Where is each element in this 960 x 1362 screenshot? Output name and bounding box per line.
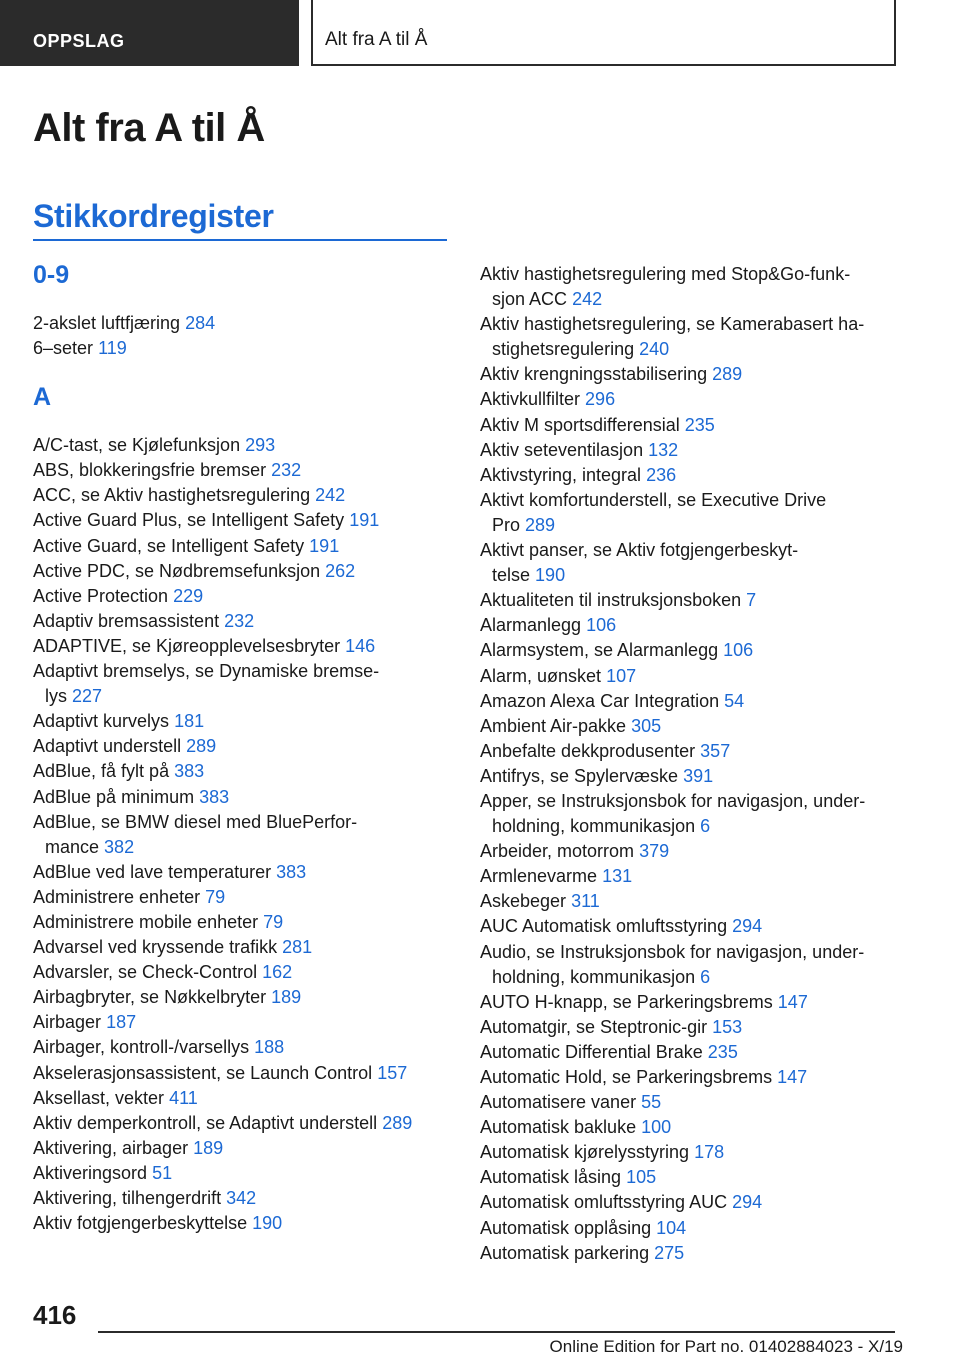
entry-text: Aktiv fotgjengerbeskyttelse (33, 1213, 248, 1234)
entry-page-link[interactable]: 411 (169, 1087, 198, 1108)
index-entry (33, 1161, 453, 1186)
index-entry (480, 839, 895, 864)
entry-text: Automatisk omluftsstyring AUC (480, 1192, 728, 1213)
entry-page-link[interactable]: 6 (700, 816, 711, 837)
entry-page-link[interactable]: 296 (585, 389, 616, 410)
entry-text: Apper, se Instruksjonsbok for navigasjon, under- (480, 790, 866, 811)
page-number: 416 (33, 1300, 77, 1330)
entry-page-link[interactable]: 157 (377, 1062, 408, 1083)
index-entry (33, 860, 453, 885)
index-entry (480, 362, 895, 387)
entry-text-continued: mance (45, 836, 100, 857)
entry-text: Aktivering, airbager (33, 1137, 189, 1158)
index-entry (480, 312, 895, 362)
entry-page-link[interactable]: 227 (72, 686, 103, 707)
entry-page-link[interactable]: 105 (626, 1167, 657, 1188)
entry-page-link[interactable]: 131 (602, 866, 633, 887)
entry-text: Airbager (33, 1012, 102, 1033)
entry-page-link[interactable]: 51 (152, 1162, 173, 1183)
index-entry (480, 739, 895, 764)
footer-edition: Online Edition for Part no. 01402884023 - X/19 (549, 1337, 903, 1356)
entry-page-link[interactable]: 382 (104, 836, 135, 857)
entry-text: Automatic Hold, se Parkeringsbrems (480, 1067, 773, 1087)
entry-page-link[interactable]: 191 (309, 535, 340, 556)
entry-text: Advarsel ved kryssende trafikk (33, 937, 278, 958)
index-entry (480, 438, 895, 463)
entry-page-link[interactable]: 342 (226, 1188, 257, 1208)
index-entry (33, 483, 453, 508)
index-entry (33, 1111, 453, 1136)
index-entry (33, 709, 453, 734)
entry-page-link[interactable]: 189 (271, 987, 302, 1008)
entry-page-link[interactable]: 240 (639, 339, 670, 360)
entry-text: Aktivt komfortunderstell, se Executive Drive (480, 489, 827, 510)
entry-page-link[interactable]: 305 (631, 715, 662, 736)
entry-page-link[interactable]: 383 (199, 786, 230, 807)
entry-text: Amazon Alexa Car Integration (480, 690, 720, 711)
index-entry (480, 588, 895, 613)
entry-text: Active Protection (33, 585, 169, 606)
index-entry (480, 864, 895, 889)
entry-page-link[interactable]: 391 (683, 765, 714, 786)
sub-title: Stikkordregister (33, 198, 274, 234)
entry-text: AdBlue ved lave temperaturer (33, 861, 272, 882)
index-column-left (33, 258, 453, 1236)
entry-page-link[interactable]: 79 (205, 886, 226, 907)
entry-page-link[interactable]: 190 (252, 1213, 283, 1234)
entry-text: Active PDC, se Nødbremsefunksjon (33, 560, 321, 581)
index-entry (33, 810, 453, 860)
entry-text: Active Guard, se Intelligent Safety (33, 535, 305, 556)
entry-text: Aktiv demperkontroll, se Adaptivt understell (33, 1112, 378, 1133)
entry-text: Aksellast, vekter (33, 1087, 165, 1108)
index-entry (480, 613, 895, 638)
entry-text: Aktivering, tilhengerdrift (33, 1188, 222, 1208)
entry-page-link[interactable]: 107 (606, 665, 637, 686)
index-entry (480, 488, 895, 538)
entry-page-link[interactable]: 242 (572, 289, 603, 310)
entry-page-link[interactable]: 6 (700, 966, 711, 987)
entry-page-link[interactable]: 236 (646, 464, 677, 485)
entry-page-link[interactable]: 289 (382, 1112, 413, 1133)
entry-page-link[interactable]: 289 (525, 514, 556, 535)
entry-text: Askebeger (480, 891, 567, 912)
index-entry (33, 336, 453, 361)
index-entry (33, 910, 453, 935)
index-entry (33, 734, 453, 759)
entry-text: Aktivkullfilter (480, 389, 581, 410)
entry-text: AdBlue, se BMW diesel med BluePerfor- (33, 811, 358, 832)
entry-text: Administrere enheter (33, 886, 201, 907)
index-entry (480, 538, 895, 588)
entry-text: Arbeider, motorrom (480, 841, 635, 862)
entry-text: Adaptivt bremselys, se Dynamiske bremse- (33, 661, 380, 682)
index-entry (33, 935, 453, 960)
index-entry (33, 1211, 453, 1236)
index-entry (33, 584, 453, 609)
entry-page-link[interactable]: 104 (656, 1217, 687, 1238)
index-entry (480, 1115, 895, 1140)
index-entry (480, 1190, 895, 1215)
entry-page-link[interactable]: 289 (712, 364, 743, 385)
entry-text: 6–seter (33, 338, 94, 359)
index-entry (33, 785, 453, 810)
index-entry (480, 789, 895, 839)
entry-page-link[interactable]: 232 (271, 460, 302, 481)
entry-page-link[interactable]: 229 (173, 585, 204, 606)
entry-page-link[interactable]: 293 (245, 435, 276, 456)
entry-text: Akselerasjonsassistent, se Launch Control (33, 1062, 373, 1083)
index-letter-heading: 0-9 (33, 261, 70, 289)
index-entry (33, 508, 453, 533)
index-entry (480, 889, 895, 914)
index-entry (480, 940, 895, 990)
entry-page-link[interactable]: 181 (174, 711, 205, 732)
index-entry (33, 960, 453, 985)
entry-page-link[interactable]: 383 (276, 861, 307, 882)
entry-page-link[interactable]: 284 (185, 313, 216, 333)
entry-text-continued: holdning, kommunikasjon (492, 816, 696, 837)
index-entry (33, 885, 453, 910)
index-entry (33, 458, 453, 483)
entry-page-link[interactable]: 147 (777, 1067, 808, 1087)
entry-page-link[interactable]: 119 (98, 338, 127, 359)
entry-page-link[interactable]: 7 (746, 590, 757, 611)
entry-text: A/C-tast, se Kjølefunksjon (33, 435, 241, 456)
index-entry (33, 985, 453, 1010)
index-entry (480, 1090, 895, 1115)
title-divider (33, 239, 447, 241)
index-letter-heading: A (33, 383, 52, 412)
index-entry (33, 659, 453, 709)
entry-page-link[interactable]: 294 (732, 1192, 763, 1213)
entry-text: Aktiv hastighetsregulering, se Kamerabasert ha- (480, 314, 865, 335)
entry-text: Automatisk bakluke (480, 1117, 637, 1138)
index-column-right (480, 262, 895, 1266)
index-entry (33, 1010, 453, 1035)
index-entry (480, 1241, 895, 1266)
entry-text: Aktivt panser, se Aktiv fotgjengerbeskyt- (480, 540, 799, 561)
index-entry (33, 759, 453, 784)
index-entry (480, 764, 895, 789)
entry-text: Aktiv seteventilasjon (480, 439, 644, 460)
index-entry (33, 1136, 453, 1161)
entry-page-link[interactable]: 281 (282, 937, 313, 958)
index-entry (480, 1165, 895, 1190)
entry-text-continued: holdning, kommunikasjon (492, 966, 696, 987)
entry-page-link[interactable]: 54 (724, 690, 745, 711)
index-entry (480, 413, 895, 438)
entry-text: Alarmsystem, se Alarmanlegg (480, 640, 719, 661)
entry-text: AUTO H-knapp, se Parkeringsbrems (480, 991, 773, 1012)
page-title: Alt fra A til Å (33, 106, 265, 150)
entry-text: Aktivstyring, integral (480, 464, 642, 485)
entry-text-continued: sjon ACC (492, 289, 568, 310)
entry-text: Audio, se Instruksjonsbok for navigasjon, under- (480, 941, 865, 962)
index-entry (480, 1065, 895, 1090)
entry-text: AdBlue på minimum (33, 786, 195, 807)
index-entry (480, 463, 895, 488)
entry-page-link[interactable]: 275 (654, 1242, 685, 1263)
entry-page-link[interactable]: 106 (723, 640, 754, 661)
entry-text: Alarmanlegg (480, 615, 582, 636)
entry-text: Aktiveringsord (33, 1162, 148, 1183)
entry-page-link[interactable]: 79 (263, 911, 284, 932)
index-entry (480, 387, 895, 412)
entry-page-link[interactable]: 289 (186, 736, 217, 757)
entry-text: Aktiv krengningsstabilisering (480, 364, 708, 385)
entry-text: Ambient Air-pakke (480, 715, 627, 736)
entry-text: Automatgir, se Steptronic-gir (480, 1016, 708, 1037)
entry-text: Anbefalte dekkprodusenter (480, 740, 696, 761)
index-entry (480, 689, 895, 714)
entry-page-link[interactable]: 235 (684, 414, 715, 435)
entry-text: Aktiv hastighetsregulering med Stop&Go-funk- (480, 264, 851, 284)
entry-text: ABS, blokkeringsfrie bremser (33, 460, 267, 481)
entry-page-link[interactable]: 379 (639, 841, 670, 862)
entry-text: AdBlue, få fylt på (33, 761, 170, 782)
entry-text-continued: stighetsregulering (492, 339, 635, 360)
footer-divider (98, 1331, 895, 1333)
entry-text: Armlenevarme (480, 866, 598, 887)
entry-text: ADAPTIVE, se Kjøreopplevelsesbryter (33, 635, 341, 656)
entry-text: Adaptiv bremsassistent (33, 610, 220, 631)
index-entry (480, 664, 895, 689)
entry-page-link[interactable]: 357 (700, 740, 731, 761)
index-entry (480, 714, 895, 739)
index-entry (33, 634, 453, 659)
index-entry (480, 1015, 895, 1040)
entry-page-link[interactable]: 178 (694, 1142, 725, 1163)
entry-text: Automatisk låsing (480, 1167, 622, 1188)
entry-page-link[interactable]: 106 (586, 615, 617, 636)
entry-text: Automatisk opplåsing (480, 1217, 652, 1238)
entry-text: Airbager, kontroll-/varsellys (33, 1037, 250, 1058)
entry-page-link[interactable]: 189 (193, 1137, 224, 1158)
entry-text: Aktiv M sportsdifferensial (480, 414, 680, 435)
entry-text: Active Guard Plus, se Intelligent Safety (33, 510, 345, 531)
entry-text: Alarm, uønsket (480, 665, 602, 686)
entry-text: Antifrys, se Spylervæske (480, 765, 679, 786)
index-entry (33, 559, 453, 584)
entry-text: 2-akslet luftfjæring (33, 313, 181, 333)
entry-page-link[interactable]: 187 (106, 1012, 137, 1033)
index-entry (480, 990, 895, 1015)
index-entry (33, 534, 453, 559)
entry-text: Aktualiteten til instruksjonsboken (480, 590, 742, 611)
index-entry (33, 1186, 453, 1211)
index-entry (33, 433, 453, 458)
entry-text: Adaptivt understell (33, 736, 182, 757)
entry-page-link[interactable]: 311 (571, 891, 600, 912)
index-entry (33, 311, 453, 336)
entry-page-link[interactable]: 232 (224, 610, 255, 631)
index-entry (480, 638, 895, 663)
entry-text: Airbagbryter, se Nøkkelbryter (33, 987, 267, 1008)
entry-text: Automatic Differential Brake (480, 1041, 703, 1062)
entry-page-link[interactable]: 162 (262, 962, 293, 983)
entry-text: Advarsler, se Check-Control (33, 962, 258, 983)
entry-text: Automatisk parkering (480, 1242, 650, 1263)
entry-page-link[interactable]: 132 (648, 439, 679, 460)
index-entry (480, 262, 895, 312)
entry-page-link[interactable]: 262 (325, 560, 356, 581)
entry-page-link[interactable]: 153 (712, 1016, 743, 1037)
chapter-tab: Alt fra A til Å (311, 0, 896, 66)
entry-text: ACC, se Aktiv hastighetsregulering (33, 485, 311, 506)
entry-text: Administrere mobile enheter (33, 911, 259, 932)
entry-page-link[interactable]: 146 (345, 635, 376, 656)
index-entry (33, 1061, 453, 1086)
entry-page-link[interactable]: 242 (315, 485, 346, 506)
entry-text: Adaptivt kurvelys (33, 711, 170, 732)
entry-page-link[interactable]: 190 (535, 565, 566, 586)
index-entry (33, 1086, 453, 1111)
index-entry (480, 1040, 895, 1065)
entry-text: Automatisk kjørelysstyring (480, 1142, 690, 1163)
index-entry (33, 609, 453, 634)
entry-text: AUC Automatisk omluftsstyring (480, 916, 728, 937)
page-header (0, 0, 960, 66)
entry-page-link[interactable]: 191 (349, 510, 380, 531)
index-entry (480, 1140, 895, 1165)
entry-text-continued: telse (492, 565, 531, 586)
entry-page-link[interactable]: 294 (732, 916, 763, 937)
entry-page-link[interactable]: 100 (641, 1117, 672, 1138)
index-entry (480, 914, 895, 939)
index-entry (480, 1216, 895, 1241)
entry-page-link[interactable]: 147 (777, 991, 808, 1012)
entry-page-link[interactable]: 188 (254, 1037, 285, 1058)
section-tab: OPPSLAG (0, 0, 299, 66)
entry-text-continued: Pro (492, 514, 521, 535)
entry-page-link[interactable]: 383 (174, 761, 205, 782)
entry-page-link[interactable]: 235 (707, 1041, 738, 1062)
entry-text: Automatisere vaner (480, 1092, 637, 1113)
index-entry (33, 1035, 453, 1060)
entry-text-continued: lys (45, 686, 67, 707)
entry-page-link[interactable]: 55 (641, 1092, 662, 1113)
